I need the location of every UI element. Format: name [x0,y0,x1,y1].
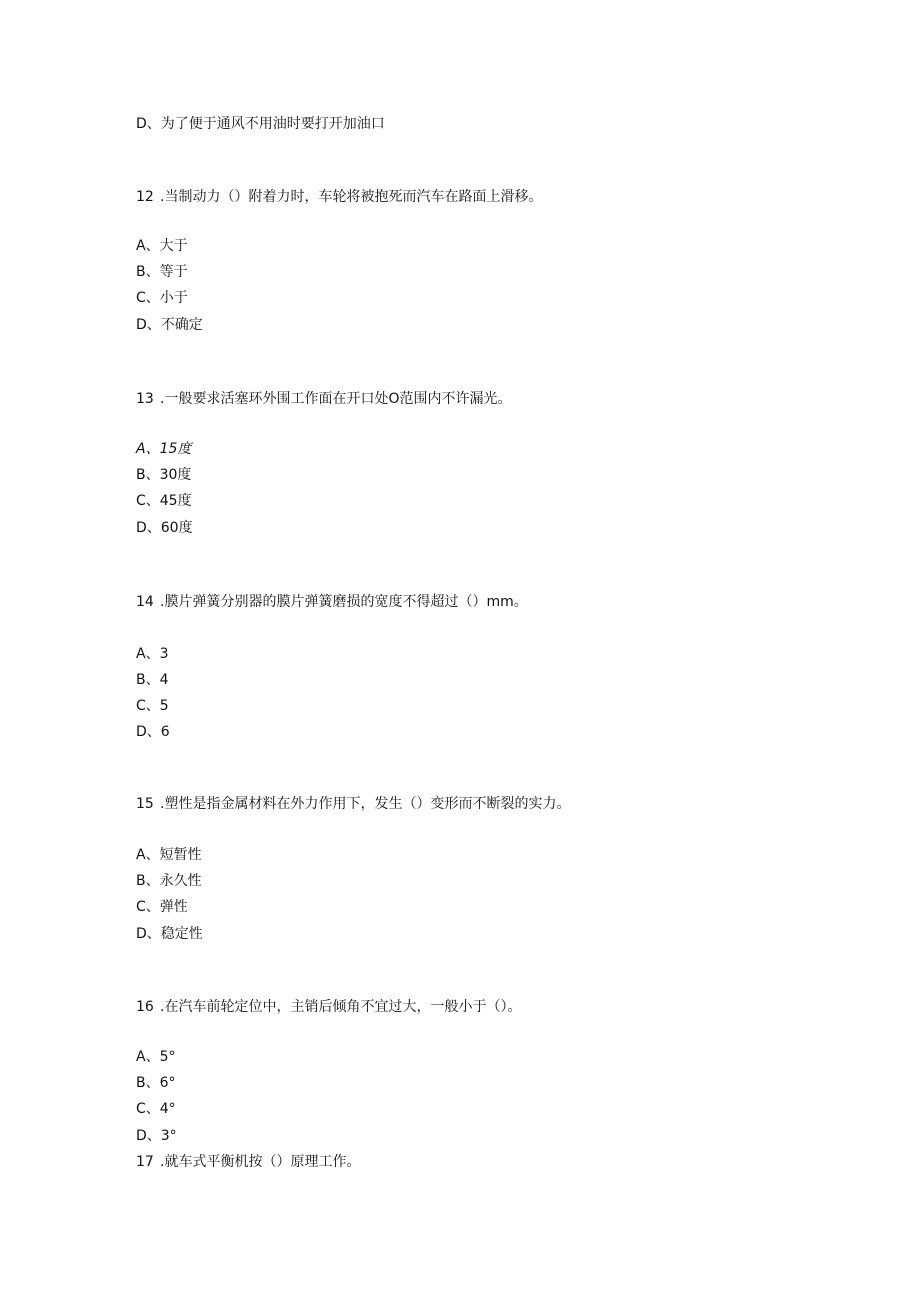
question-number: 17 [136,1154,154,1170]
option-a: A、短暂性 [136,847,202,863]
option-d: D、不确定 [136,317,203,333]
question-14 [136,593,528,611]
option-b: B、等于 [136,264,188,280]
question-text: .当制动力（）附着力时，车轮将被抱死而汽车在路面上滑移。 [160,189,543,205]
option-a: A、5° [136,1049,176,1065]
question-number: 14 [136,594,154,610]
option-b: B、4 [136,672,169,688]
question-text: .就车式平衡机按（）原理工作。 [160,1154,361,1170]
question-12 [136,188,542,206]
option-c: C、45度 [136,493,192,509]
question-13 [136,390,511,408]
option-c: C、5 [136,698,169,714]
question-number: 12 [136,189,154,205]
question-text: .在汽车前轮定位中，主销后倾角不宜过大，一般小于（）。 [160,999,522,1015]
option-a: A、大于 [136,238,188,254]
option-c: C、4° [136,1101,176,1117]
option-b: B、6° [136,1075,176,1091]
question-number: 16 [136,999,154,1015]
question-17 [136,1153,360,1171]
option-d: D、稳定性 [136,926,203,942]
question-number: 13 [136,391,154,407]
option-a: A、3 [136,646,169,662]
option-d: D、6 [136,724,170,740]
option-c: C、小于 [136,290,188,306]
question-text: .一般要求活塞环外围工作面在开口处O范围内不许漏光。 [160,391,512,407]
option-b: B、永久性 [136,873,202,889]
option-d-prev-question: D、为了便于通风不用油时要打开加油口 [136,116,385,132]
question-number: 15 [136,796,154,812]
option-d: D、60度 [136,520,193,536]
question-16 [136,998,521,1016]
question-text: .膜片弹簧分别器的膜片弹簧磨损的宽度不得超过（）mm。 [160,594,528,610]
option-d: D、3° [136,1128,177,1144]
question-text: .塑性是指金属材料在外力作用下，发生（）变形而不断裂的实力。 [160,796,571,812]
option-a: A、15度 [136,441,192,457]
question-15 [136,795,570,813]
option-c: C、弹性 [136,899,188,915]
option-b: B、30度 [136,467,192,483]
